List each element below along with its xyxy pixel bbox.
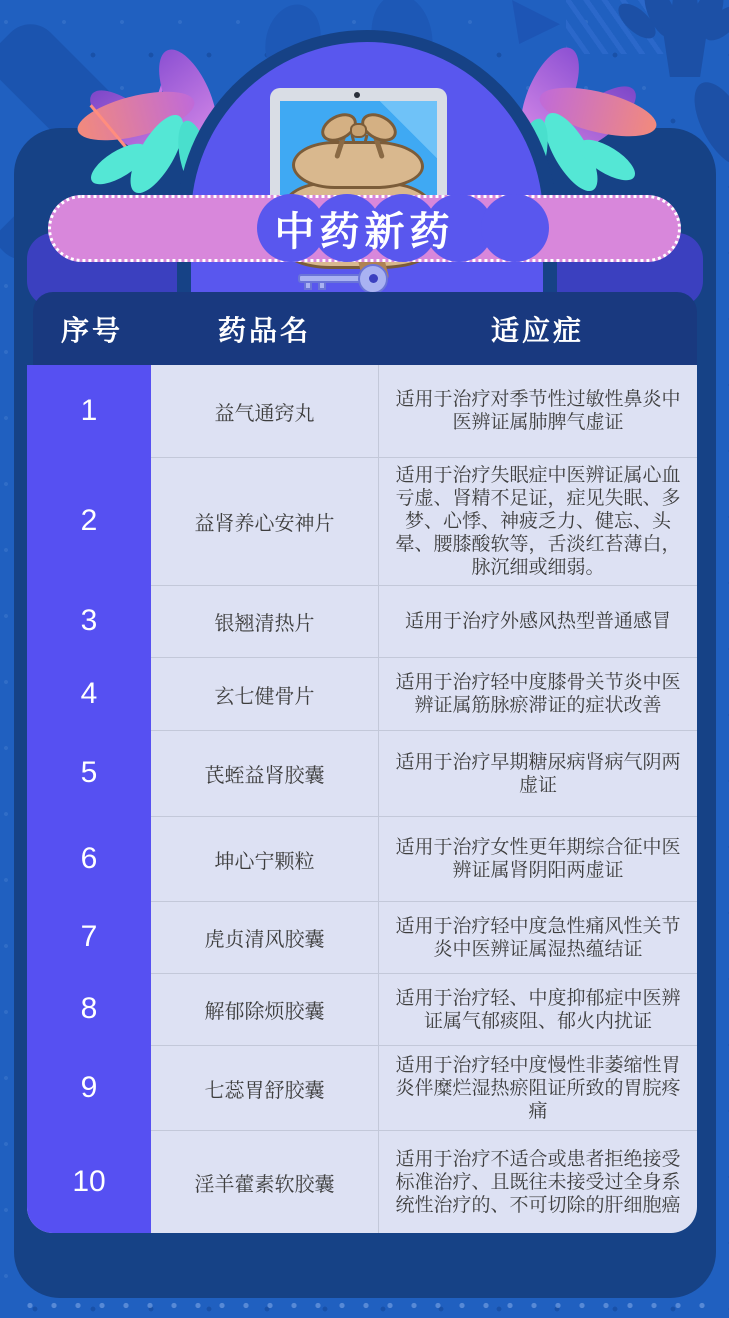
row-number: 6 xyxy=(27,816,151,901)
row-number: 9 xyxy=(27,1045,151,1130)
drug-name-cell: 玄七健骨片 xyxy=(151,657,378,730)
table-row xyxy=(27,973,697,1045)
table-row xyxy=(27,816,697,901)
table-row xyxy=(27,585,697,657)
table-row xyxy=(27,657,697,730)
drug-name-cell: 解郁除烦胶囊 xyxy=(151,973,378,1045)
table-row xyxy=(27,365,697,457)
indication-cell: 适用于治疗失眠症中医辨证属心血亏虚、肾精不足证，症见失眠、多梦、心悸、神疲乏力、健忘、头晕、腰膝酸软等，舌淡红苔薄白，脉沉细或细弱。 xyxy=(378,457,697,585)
column-header-indication: 适应症 xyxy=(490,314,584,346)
table-row xyxy=(27,901,697,973)
drug-name-cell: 益肾养心安神片 xyxy=(151,457,378,585)
table-header-row xyxy=(33,292,697,365)
row-number: 2 xyxy=(27,457,151,585)
row-number: 5 xyxy=(27,730,151,816)
drug-name-cell: 虎贞清风胶囊 xyxy=(151,901,378,973)
row-number: 3 xyxy=(27,585,151,657)
key-hole xyxy=(369,274,378,283)
table-row xyxy=(27,1130,697,1233)
drug-name-cell: 坤心宁颗粒 xyxy=(151,816,378,901)
column-header-drug-name: 药品名 xyxy=(217,314,311,346)
key-tooth xyxy=(304,281,312,290)
indication-cell: 适用于治疗不适合或患者拒绝接受标准治疗、且既往未接受过全身系统性治疗的、不可切除的肝细胞癌 xyxy=(378,1130,697,1233)
table-row xyxy=(27,457,697,585)
bow-knot-icon xyxy=(350,123,367,138)
row-number: 4 xyxy=(27,657,151,730)
page-title: 中药新药 xyxy=(274,210,455,254)
indication-cell: 适用于治疗轻中度急性痛风性关节炎中医辨证属湿热蕴结证 xyxy=(378,901,697,973)
drug-name-cell: 益气通窍丸 xyxy=(214,402,315,425)
row-number: 8 xyxy=(27,973,151,1045)
indication-cell: 适用于治疗外感风热型普通感冒 xyxy=(378,585,697,657)
drug-name-cell: 淫羊藿素软胶囊 xyxy=(151,1130,378,1233)
indication-cell: 适用于治疗早期糖尿病肾病气阴两虚证 xyxy=(378,730,697,816)
camera-dot-icon xyxy=(354,92,360,98)
row-number: 10 xyxy=(27,1130,151,1233)
drug-table xyxy=(27,292,697,1220)
herb-sack-icon xyxy=(292,141,424,189)
column-header-no: 序号 xyxy=(60,314,123,346)
title-banner xyxy=(48,195,681,262)
row-number: 1 xyxy=(27,365,151,457)
drug-name-cell: 银翘清热片 xyxy=(151,585,378,657)
indication-cell: 适用于治疗女性更年期综合征中医辨证属肾阴阳两虚证 xyxy=(378,816,697,901)
indication-cell: 适用于治疗轻中度膝骨关节炎中医辨证属筋脉瘀滞证的症状改善 xyxy=(378,657,697,730)
dotted-row-decoration xyxy=(18,1301,712,1310)
indication-cell: 适用于治疗对季节性过敏性鼻炎中医辨证属肺脾气虚证 xyxy=(378,365,697,457)
table-row xyxy=(27,1045,697,1130)
indication-cell: 适用于治疗轻中度慢性非萎缩性胃炎伴糜烂湿热瘀阻证所致的胃脘疼痛 xyxy=(378,1045,697,1130)
indication-cell: 适用于治疗轻、中度抑郁症中医辨证属气郁痰阻、郁火内扰证 xyxy=(378,973,697,1045)
key-tooth xyxy=(318,281,326,290)
drug-name-cell: 七蕊胃舒胶囊 xyxy=(151,1045,378,1130)
drug-name-cell: 芪蛭益肾胶囊 xyxy=(151,730,378,816)
table-row xyxy=(27,730,697,816)
table-body xyxy=(27,365,697,1233)
row-number: 7 xyxy=(27,901,151,973)
